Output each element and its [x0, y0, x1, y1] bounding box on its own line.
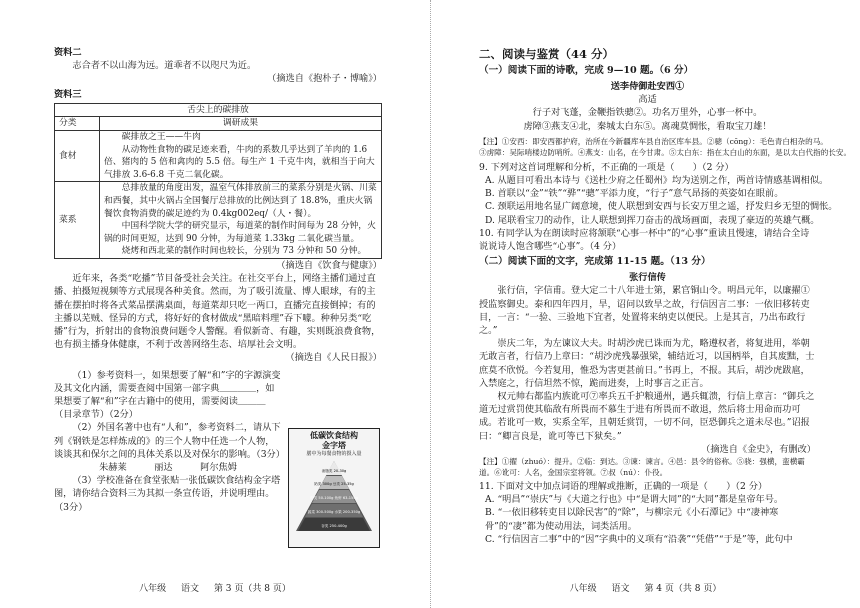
- table-cell-category: 菜系: [55, 182, 100, 259]
- table-cell-text: 总排放量的角度出发，温室气体排放前三的菜系分别是火锅、川菜和西餐，其中火锅占全国餐厅总排放的比例达到了 18.8%，重庆火锅餐饮食物消费的碳足迹约为 0.4kg002eq/（人・餐）。: [104, 183, 377, 219]
- poem-note: ③虏障：吴际哨楼边防哨所。④燕支：山名，在今甘肃。⑤太白东：指在太白山的东面，是以太白代指的长安。: [479, 147, 852, 157]
- poster-title: 低碳饮食结构: [310, 431, 358, 440]
- question-9-option: B. 首联以“金”“铁”“骅”“骢”平添力度，“行子”意气昂扬的英姿如在眼前。: [485, 188, 784, 200]
- footer-subject: 语文: [611, 584, 630, 594]
- question-9-stem: 9. 下列对这首词理解和分析，不正确的一项是（ ）（2 分）: [479, 161, 734, 173]
- paragraph-source: （摘选自《人民日报》）: [285, 352, 382, 364]
- poem-line: 虏障③燕支④北，秦城太白东⑤。离魂莫惆怅，看取宝刀雄！: [523, 120, 772, 132]
- pyramid-level: 谷类 250-400g: [321, 524, 347, 528]
- pyramid-level: 奶类 300g 豆类 25-35g: [314, 482, 354, 486]
- passage-title: 张行信传: [629, 272, 666, 284]
- table-cell-category: 食材: [55, 131, 100, 182]
- footer-subject: 语文: [181, 584, 200, 594]
- poem-author: 高适: [638, 94, 657, 106]
- material2-quote: 志合者不以山海为远。道乖者不以咫尺为近。: [72, 60, 257, 72]
- table-caption: 舌尖上的碳排放: [55, 103, 382, 117]
- section-title: 二、阅读与鉴赏（44 分）: [479, 47, 615, 61]
- pyramid-level: 肉类 50-100g 鱼虾 63-150g: [310, 496, 358, 500]
- question-1: （1）参考资料一，如果想要了解“和”字的字源演变及其文化内涵，需要查阅中国第一部字典＿＿＿＿，如果想要了解“和”字在古籍中的使用，需要阅读＿＿＿（目录章节）（2分）: [54, 369, 281, 421]
- question-3: （3）学校准备在食堂张贴一张低碳饮食结构金字塔图，请你结合资料三为其拟一条宣传语，并说明理由。（3分）: [54, 475, 281, 513]
- table-row: [55, 131, 382, 182]
- question-block: [54, 369, 285, 514]
- passage-source: （摘选自《金史》，有删改）: [701, 443, 816, 455]
- question-11-option: A. “明昌”“崇庆”与《大道之行也》中“是谓大同”的“大同”都是皇帝年号。: [485, 494, 784, 506]
- footer-page: 第 3 页（共 8 页）: [213, 584, 291, 594]
- table-cell-text: 中国科学院大学的研究显示，每道菜的制作时间每为 28 分钟，火锅的时间更短，达到 90 分钟，为每道菜 1.33kg 二氧化碳当量。: [104, 221, 376, 244]
- poem-note: 【注】①安西：即安西都护府，治所在今新疆库车县自治区库车县。②骢（cōng）：毛色青白相杂的马。: [479, 136, 828, 146]
- question-2: （2）外国名著中也有“人和”，参考资料二，请从下列《钢铁是怎样炼成的》的三个人物中任选一个人物，谈谈其和保尔之间的具体关系以及对保尔的影响。（3分）: [54, 422, 285, 460]
- question-11-option: C. “行信因言二事”中的“因”字典中的义项有“沿袭”“凭借”“于是”等，此句中: [485, 533, 793, 545]
- question-11-option: B. “一依旧移转吏目以除民害”的“除”，与柳宗元《小石潭记》中“凄神寒骨”的“凄”都为使动用法，词类活用。: [485, 507, 779, 532]
- passage-notes: 【注】①擢（zhuó）：提升。②临：到达。③谏：谏言。④邑：县令的俗称。⑤骁：强横，蛮横霸道。⑥讹可：人名，金国宗室将领。⑦叔（nú）：仆役。: [479, 457, 805, 478]
- poem-title: 送李侍御赴安西①: [610, 81, 685, 92]
- pyramid-level: 蔬菜 300-500g 水果 200-350g: [307, 510, 361, 514]
- page-footer-right: [431, 581, 860, 594]
- table-row: [55, 182, 382, 259]
- poem-line: 行子对飞蓬，金鞭指铁骢②。功名万里外，心事一杯中。: [532, 107, 763, 119]
- question-11-stem: 11. 下面对文中加点词语的理解或推断，正确的一项是（ ）（2 分）: [479, 481, 768, 493]
- passage-paragraph: 崇庆二年，为左谏议大夫。时胡沙虎已诛而为尤，略遵权者，将复进用，举朝无敢言者，行信乃上章曰：“胡沙虎残暴强梁，辅结近习，以国柄举，自其废黜，士庶莫不欣悦。今若复用，惟恐为害更甚前日。”书再上，不报。其后，胡沙虎跋扈，入禁庭之，行信坦然不惊，跪而进奏，上时事言之正言。: [479, 338, 815, 389]
- poster-subtitle: 膳中为每餐食物的摄入量: [306, 451, 362, 457]
- table-header: 分类: [55, 117, 100, 131]
- poster-title-2: 金字塔: [322, 441, 346, 450]
- table-cell-text: 从动物性食物的碳足迹来看，牛肉的系数几乎达到了羊肉的 1.6 倍、猪肉的 5 倍和禽肉的 5.5 倍。每生产 1 千克牛肉，就相当于向大气排放 3.6-6.8 千克二氧化碳。: [104, 144, 375, 180]
- passage-paragraph: 张行信，字信甫。登大定二十八年进士第，累官铜山令。明昌元年，以廉擢①授监察御史。泰和四年四月，旱，诏问以致旱之故，行信因言二事：一依旧移转吏目，一言：“一验、三验地下宜者，处置将来纳吏以便民。上是其言，乃出布政行之。”: [479, 285, 810, 337]
- table-header: 调研成果: [100, 117, 382, 131]
- table-cell-text: 烧烤和西北菜的制作时间也较长，分别为 73 分钟和 50 分钟。: [121, 246, 367, 257]
- question-9-option: D. 尾联看宝刀的动作，让人联想到挥刀奋击的战场画面，表现了豪迈的英雄气概。: [485, 214, 820, 226]
- material2-heading: 资料二: [54, 47, 82, 58]
- part2-title: （二）阅读下面的文字，完成第 11-15 题。（13 分）: [479, 256, 711, 268]
- carbon-table: [54, 103, 382, 259]
- pyramid-level: 油脂类 20-30g: [321, 469, 347, 473]
- material2-source: （摘选自《抱朴子・博喻》）: [267, 73, 382, 85]
- material3-heading: 资料三: [54, 88, 82, 100]
- table-cell-text: 碳排放之王——牛肉: [121, 132, 201, 142]
- material3-paragraph: 近年来，各类“吃播”节目备受社会关注。在社交平台上，网络主播们通过直播、拍摄短视频等方式展现各种美食。然而，为了吸引流量、博人眼球，有的主播在摆拍时将各式菜品摆满桌面，每道菜却只吃一两口，直播完直接倒掉；有的主播以芜贼、怪异的方式，将好好的食材做成“黑暗料理”吞下噱。种种另类“吃播”行为，折射出的食物浪费问题令人警醒。看似新奇、有趣，实则既浪费食物，也有损主播身体健康，不利于改善网络生态、培厚社会文明。: [54, 273, 381, 351]
- question-10: 10. 有同学认为在朗读时应将颔联“心事一杯中”的“心事”重读且慢速，请结合全诗说说诗人饱含哪些“心事”。（4 分）: [479, 227, 810, 253]
- footer-page: 第 4 页（共 8 页）: [644, 584, 722, 594]
- food-pyramid-poster: [288, 428, 380, 548]
- passage-paragraph: 权元帅右都监内族讹可⑦率兵五千护粮通州，遇兵辄溃，行信上章言：“御兵之道无过赏罚使其临敌有所畏而不慕生于进有所畏而不敢退，然后将士用命而功可成。若讹可一败，实系全军，且朝廷赏罚，一切不问，臣恐御兵之道未尽也。”诏报曰：“卿言良是，讹可等已下狱矣。”: [479, 391, 815, 442]
- footer-grade: 八年级: [569, 584, 597, 594]
- pyramid-graphic: [294, 459, 374, 533]
- table-source: （摘选自《饮食与健康》）: [276, 259, 382, 271]
- part1-title: （一）阅读下面的诗歌，完成 9—10 题。（6 分）: [479, 65, 694, 76]
- question-9-option: C. 颈联运用地名显广阔意境，使人联想到安西与长安万里之遥，抒发归乡无望的惆怅。: [485, 201, 838, 213]
- footer-grade: 八年级: [139, 584, 167, 594]
- character-choices: 朱赫莱 丽达 阿尔焦姆: [99, 461, 237, 473]
- page-footer-left: [0, 581, 430, 594]
- question-9-option: A. 从题目可看出本诗与《送杜少府之任蜀州》均为送别之作，两首诗情感基调相似。: [485, 175, 829, 187]
- right-page: [430, 0, 860, 608]
